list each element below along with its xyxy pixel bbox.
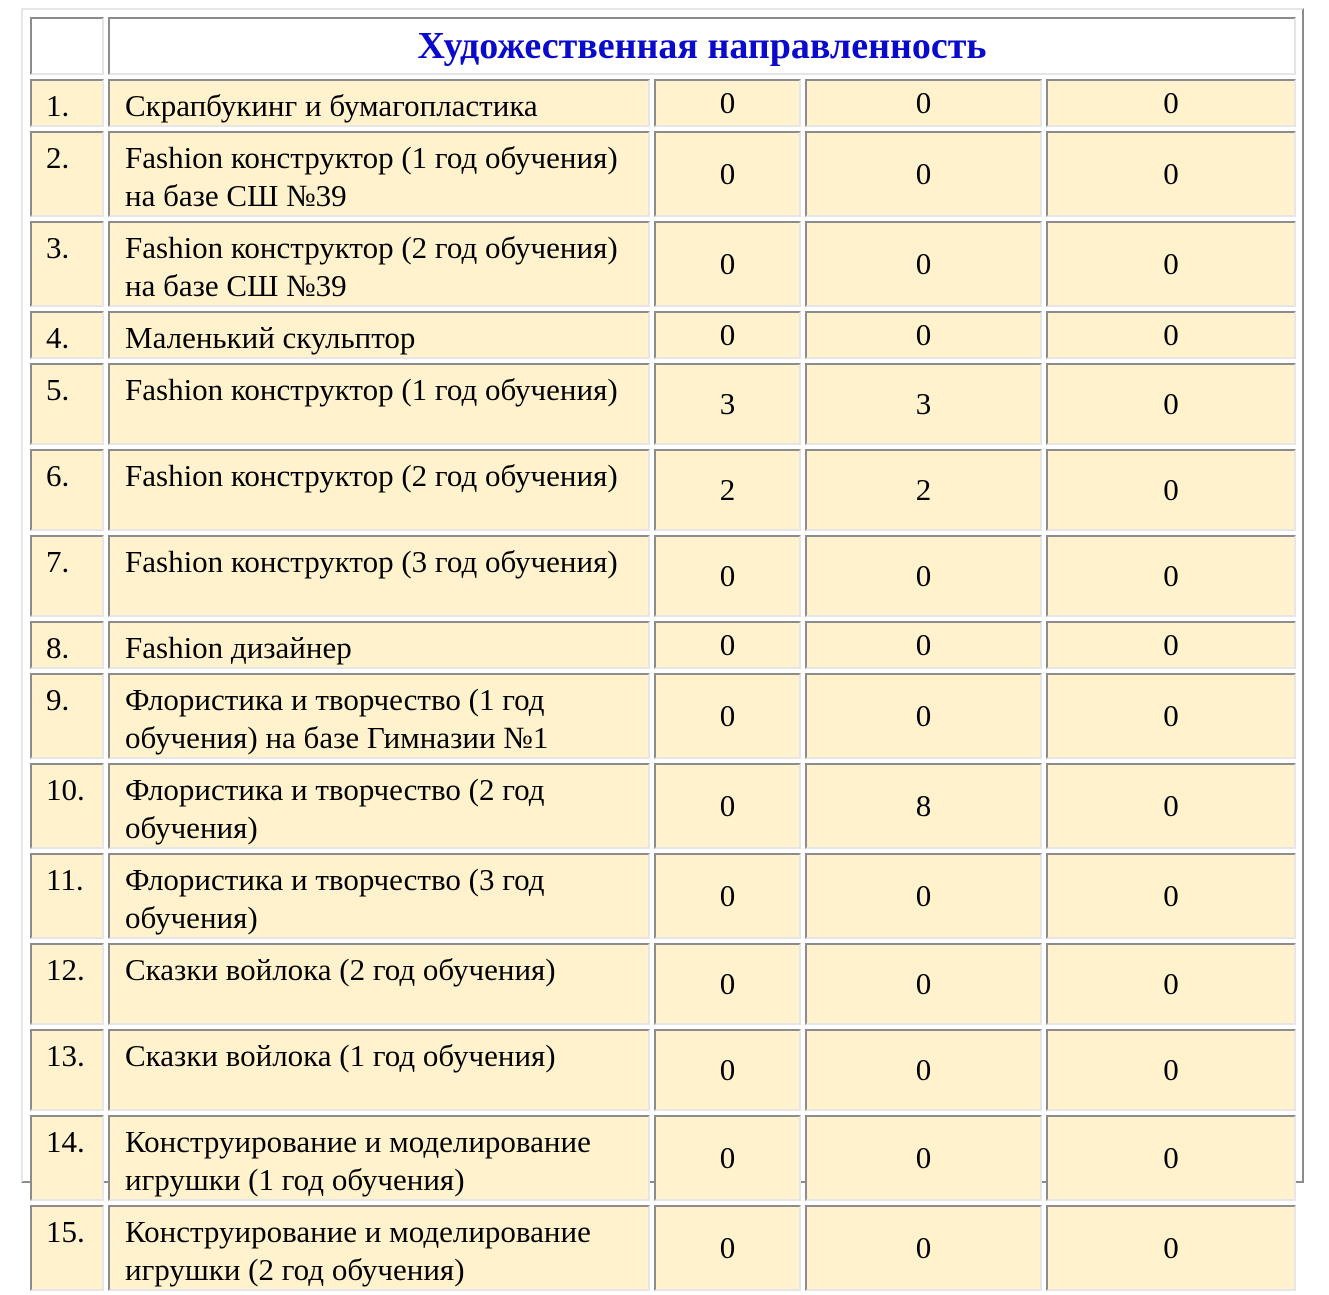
row-number: 7. <box>30 535 104 617</box>
row-number: 10. <box>30 763 104 849</box>
value-3: 0 <box>1046 1029 1296 1111</box>
value-1: 0 <box>654 79 801 127</box>
program-name: Флористика и творчество (3 год обучения) <box>108 853 650 939</box>
value-1: 0 <box>654 621 801 669</box>
table-row <box>30 1115 1296 1201</box>
value-3: 0 <box>1046 673 1296 759</box>
program-name: Fashion конструктор (1 год обучения) на базе СШ №39 <box>108 131 650 217</box>
table-row <box>30 311 1296 359</box>
value-2: 0 <box>805 1029 1042 1111</box>
data-table <box>26 13 1300 1295</box>
value-3: 0 <box>1046 853 1296 939</box>
row-number: 12. <box>30 943 104 1025</box>
program-name: Fashion конструктор (3 год обучения) <box>108 535 650 617</box>
row-number: 2. <box>30 131 104 217</box>
value-2: 0 <box>805 621 1042 669</box>
value-3: 0 <box>1046 763 1296 849</box>
value-3: 0 <box>1046 535 1296 617</box>
table-row <box>30 131 1296 217</box>
value-2: 0 <box>805 311 1042 359</box>
program-name: Конструирование и моделирование игрушки (1 год обучения) <box>108 1115 650 1201</box>
value-1: 2 <box>654 449 801 531</box>
value-2: 0 <box>805 673 1042 759</box>
program-name: Маленький скульптор <box>108 311 650 359</box>
header-empty-cell <box>30 17 104 75</box>
row-number: 11. <box>30 853 104 939</box>
row-number: 14. <box>30 1115 104 1201</box>
value-1: 0 <box>654 131 801 217</box>
value-1: 0 <box>654 943 801 1025</box>
value-2: 2 <box>805 449 1042 531</box>
program-name: Fashion конструктор (1 год обучения) <box>108 363 650 445</box>
value-3: 0 <box>1046 79 1296 127</box>
value-3: 0 <box>1046 1205 1296 1291</box>
table-row <box>30 763 1296 849</box>
value-3: 0 <box>1046 311 1296 359</box>
value-2: 3 <box>805 363 1042 445</box>
header-row <box>30 17 1296 75</box>
table-row <box>30 621 1296 669</box>
program-name: Сказки войлока (1 год обучения) <box>108 1029 650 1111</box>
value-1: 0 <box>654 311 801 359</box>
program-name: Сказки войлока (2 год обучения) <box>108 943 650 1025</box>
value-3: 0 <box>1046 449 1296 531</box>
table-row <box>30 449 1296 531</box>
row-number: 8. <box>30 621 104 669</box>
section-title: Художественная направленность <box>108 17 1296 75</box>
value-1: 0 <box>654 853 801 939</box>
value-1: 0 <box>654 673 801 759</box>
value-1: 3 <box>654 363 801 445</box>
table-row <box>30 673 1296 759</box>
value-3: 0 <box>1046 621 1296 669</box>
value-1: 0 <box>654 535 801 617</box>
row-number: 4. <box>30 311 104 359</box>
program-name: Fashion дизайнер <box>108 621 650 669</box>
table-row <box>30 943 1296 1025</box>
program-name: Конструирование и моделирование игрушки (2 год обучения) <box>108 1205 650 1291</box>
value-2: 0 <box>805 853 1042 939</box>
program-name: Флористика и творчество (1 год обучения) на базе Гимназии №1 <box>108 673 650 759</box>
program-name: Флористика и творчество (2 год обучения) <box>108 763 650 849</box>
value-2: 0 <box>805 535 1042 617</box>
row-number: 3. <box>30 221 104 307</box>
value-1: 0 <box>654 763 801 849</box>
value-2: 8 <box>805 763 1042 849</box>
value-3: 0 <box>1046 221 1296 307</box>
row-number: 9. <box>30 673 104 759</box>
value-1: 0 <box>654 1029 801 1111</box>
table-row <box>30 535 1296 617</box>
value-1: 0 <box>654 1115 801 1201</box>
program-name: Fashion конструктор (2 год обучения) <box>108 449 650 531</box>
row-number: 1. <box>30 79 104 127</box>
row-number: 13. <box>30 1029 104 1111</box>
value-2: 0 <box>805 1115 1042 1201</box>
table-row <box>30 1205 1296 1291</box>
value-3: 0 <box>1046 363 1296 445</box>
value-3: 0 <box>1046 1115 1296 1201</box>
value-2: 0 <box>805 943 1042 1025</box>
value-2: 0 <box>805 79 1042 127</box>
row-number: 6. <box>30 449 104 531</box>
table-row <box>30 221 1296 307</box>
table-row <box>30 853 1296 939</box>
table-row <box>30 363 1296 445</box>
table-frame <box>21 8 1304 1287</box>
program-name: Скрапбукинг и бумагопластика <box>108 79 650 127</box>
value-3: 0 <box>1046 131 1296 217</box>
value-1: 0 <box>654 221 801 307</box>
row-number: 5. <box>30 363 104 445</box>
value-2: 0 <box>805 131 1042 217</box>
value-1: 0 <box>654 1205 801 1291</box>
row-number: 15. <box>30 1205 104 1291</box>
program-name: Fashion конструктор (2 год обучения) на базе СШ №39 <box>108 221 650 307</box>
value-3: 0 <box>1046 943 1296 1025</box>
table-row <box>30 1029 1296 1111</box>
value-2: 0 <box>805 221 1042 307</box>
table-row <box>30 79 1296 127</box>
value-2: 0 <box>805 1205 1042 1291</box>
